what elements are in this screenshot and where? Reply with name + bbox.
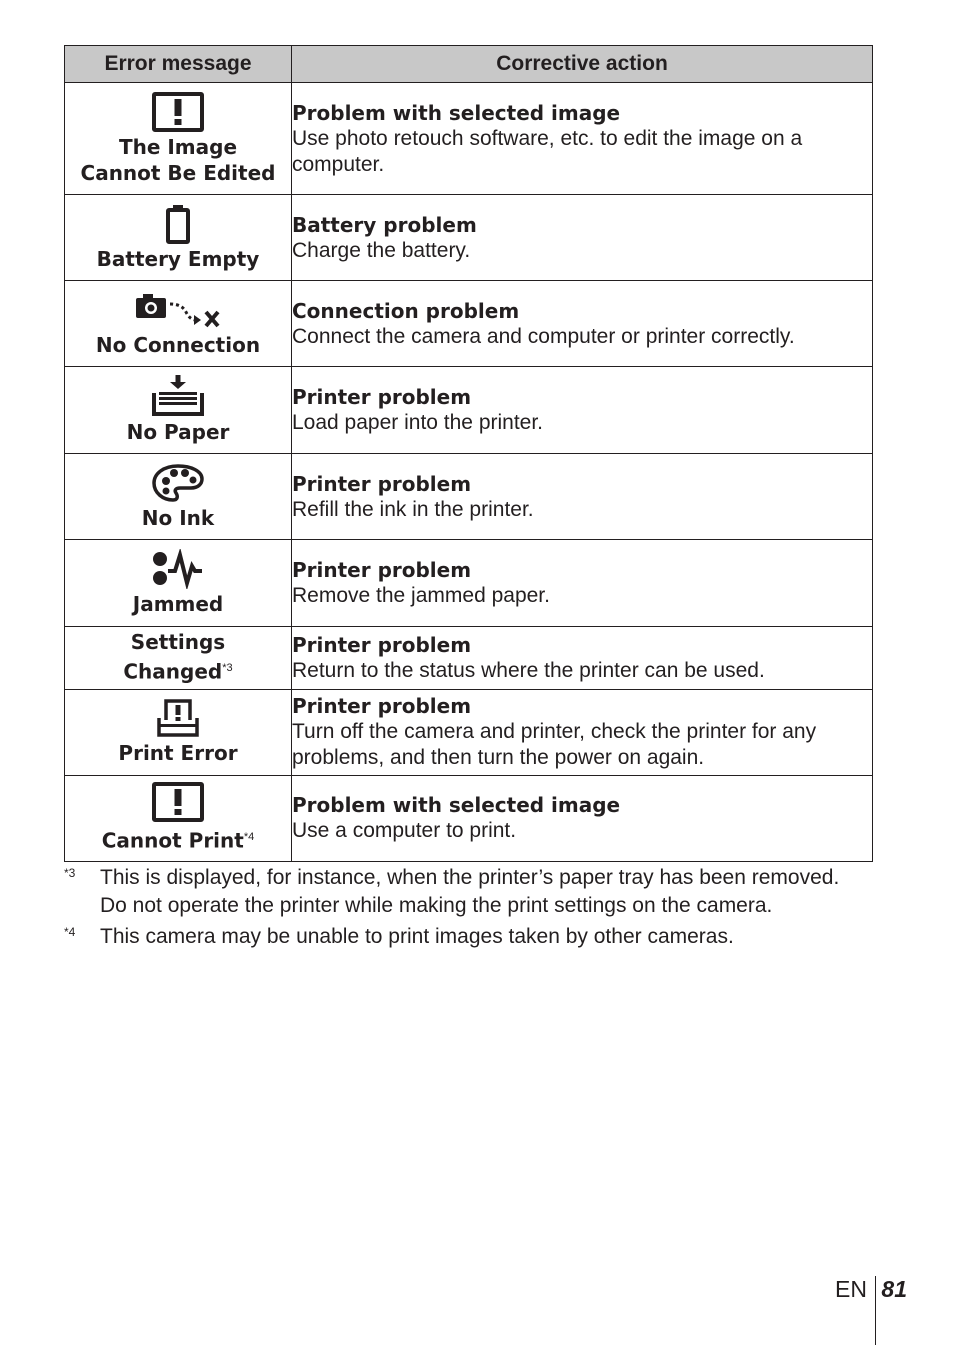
problem-title: Printer problem: [292, 694, 472, 719]
error-label-line: No Connection: [95, 332, 261, 357]
corrective-action-cell: [292, 367, 873, 454]
footnotes: [64, 864, 854, 955]
error-label-line: Cannot Be Edited: [80, 160, 276, 185]
footnote-mark: *3: [64, 866, 76, 880]
error-message-cell: [65, 627, 292, 690]
no-ink-icon: [151, 463, 205, 503]
print-error-icon: [156, 698, 200, 738]
image-warning-icon: [152, 92, 204, 132]
corrective-action-cell: [292, 454, 873, 540]
jammed-icon: [151, 549, 205, 589]
action-description: Load paper into the printer.: [292, 411, 544, 434]
footnote-ref: *3: [222, 662, 233, 674]
error-message-table: [64, 45, 873, 862]
table-row: [65, 367, 873, 454]
footnote: [64, 864, 854, 919]
no-connection-icon: [134, 290, 222, 330]
table-row: [65, 83, 873, 195]
error-label-line: [65, 824, 291, 854]
error-label-text: Cannot Print: [101, 828, 244, 853]
table-row: [65, 689, 873, 775]
error-label-line: Jammed: [132, 592, 224, 616]
error-message-cell: [65, 454, 292, 540]
table-row: [65, 195, 873, 281]
corrective-action-cell: [292, 281, 873, 367]
language-label: EN: [835, 1276, 867, 1302]
action-description: Turn off the camera and printer, check the printer for any problems, and then turn the power on again.: [292, 720, 817, 770]
header-corrective-action: Corrective action: [292, 46, 873, 83]
footer-divider: [875, 1276, 876, 1345]
action-description: Refill the ink in the printer.: [292, 497, 534, 521]
action-description: Return to the status where the printer can be used.: [292, 658, 765, 682]
error-message-cell: [65, 689, 292, 775]
problem-title: Battery problem: [292, 212, 477, 237]
action-description: Use photo retouch software, etc. to edit the image on a computer.: [292, 126, 803, 176]
table-row: [65, 281, 873, 367]
problem-title: Problem with selected image: [292, 100, 621, 125]
corrective-action-cell: [292, 540, 873, 627]
problem-title: Connection problem: [292, 298, 520, 323]
corrective-action-cell: [292, 195, 873, 281]
error-message-cell: [65, 367, 292, 454]
error-label-line: Battery Empty: [96, 246, 260, 271]
battery-empty-icon: [165, 204, 191, 244]
table-row: [65, 540, 873, 627]
table-header-row: [65, 46, 873, 83]
footnote-ref: *4: [243, 831, 255, 844]
error-label-line: No Ink: [141, 505, 215, 530]
error-message-cell: [65, 195, 292, 281]
corrective-action-cell: [292, 83, 873, 195]
image-warning-icon: [152, 782, 204, 822]
error-message-cell: [65, 83, 292, 195]
footnote-text: This is displayed, for instance, when the printer’s paper tray has been removed. Do not operate the printer while making the print settings on the camera.: [100, 866, 840, 917]
header-error-message: Error message: [65, 46, 292, 83]
corrective-action-cell: [292, 775, 873, 861]
footnote-text: This camera may be unable to print images taken by other cameras.: [100, 925, 734, 948]
action-description: Use a computer to print.: [292, 819, 517, 843]
error-label-line: The Image: [118, 134, 238, 159]
no-paper-icon: [151, 375, 205, 417]
problem-title: Printer problem: [292, 632, 472, 657]
table-row: [65, 627, 873, 690]
action-description: Remove the jammed paper.: [292, 584, 550, 607]
error-label-line: Settings: [130, 630, 226, 654]
corrective-action-cell: [292, 627, 873, 690]
table-row: [65, 775, 873, 861]
error-message-cell: [65, 281, 292, 367]
action-description: Connect the camera and computer or printer correctly.: [292, 324, 795, 348]
error-label-line: Print Error: [118, 741, 238, 766]
problem-title: Printer problem: [292, 385, 472, 409]
corrective-action-cell: [292, 689, 873, 775]
error-label-line: [65, 655, 291, 685]
problem-title: Printer problem: [292, 558, 472, 582]
problem-title: Problem with selected image: [292, 793, 621, 818]
table-row: [65, 454, 873, 540]
error-message-cell: [65, 775, 292, 861]
error-label-text: Changed: [123, 659, 223, 684]
footnote-mark: *4: [64, 925, 76, 939]
error-label-line: No Paper: [126, 420, 230, 444]
footnote: [64, 923, 854, 951]
action-description: Charge the battery.: [292, 238, 471, 262]
problem-title: Printer problem: [292, 471, 472, 496]
error-message-cell: [65, 540, 292, 627]
page-number: 81: [881, 1276, 907, 1302]
